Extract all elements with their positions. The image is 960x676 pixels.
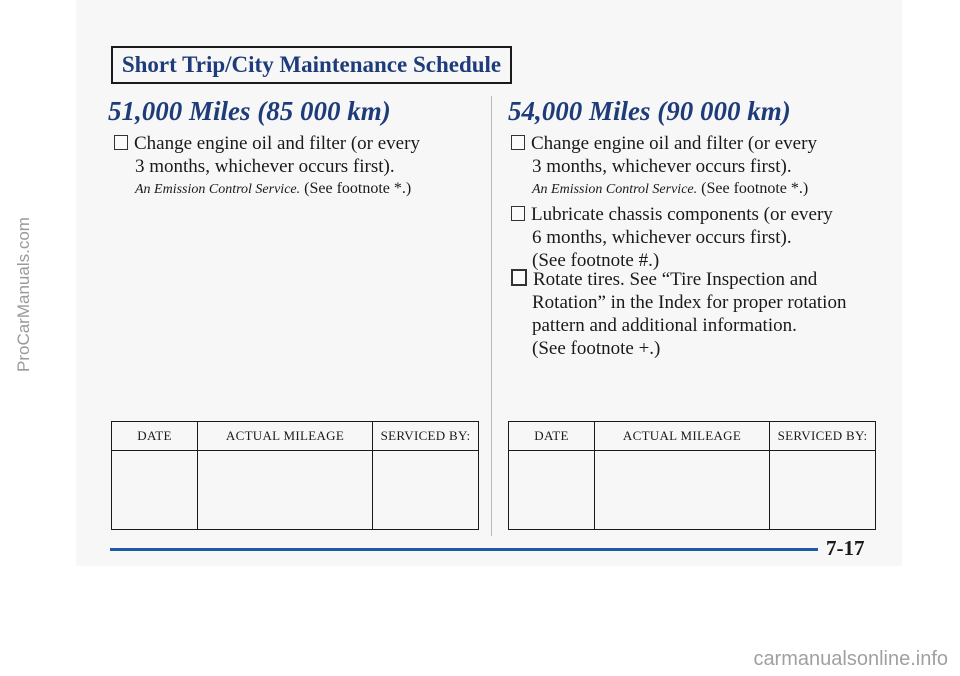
serviced-by-cell[interactable] — [770, 451, 876, 530]
column-header-date: DATE — [112, 422, 198, 451]
date-cell[interactable] — [112, 451, 198, 530]
left-emission-note: An Emission Control Service. (See footnote *.) — [135, 180, 412, 197]
checkbox[interactable] — [511, 269, 527, 286]
column-header-date: DATE — [509, 422, 595, 451]
bottom-watermark: carmanualsonline.info — [753, 648, 948, 670]
checkbox[interactable] — [511, 135, 525, 150]
left-item-oil-change: Change engine oil and filter (or every 3 months, whichever occurs first). — [114, 132, 474, 178]
left-interval-title: 51,000 Miles (85 000 km) — [108, 96, 391, 126]
right-item-oil-change: Change engine oil and filter (or every 3 months, whichever occurs first). — [511, 132, 871, 178]
right-interval-title: 54,000 Miles (90 000 km) — [508, 96, 791, 126]
page-number: 7-17 — [826, 536, 865, 560]
side-watermark: ProCarManuals.com — [14, 217, 33, 372]
right-emission-note: An Emission Control Service. (See footnote *.) — [532, 180, 809, 197]
column-header-serviced-by: SERVICED BY: — [373, 422, 479, 451]
checkbox[interactable] — [114, 135, 128, 150]
right-item-lubricate-chassis: Lubricate chassis components (or every 6 months, whichever occurs first). (See footnote #.) — [511, 203, 891, 272]
right-item-rotate-tires: Rotate tires. See “Tire Inspection and Rotation” in the Index for proper rotation pattern and additional information. (See footnote +.) — [511, 268, 891, 360]
column-header-serviced-by: SERVICED BY: — [770, 422, 876, 451]
footer-rule — [110, 548, 818, 551]
serviced-by-cell[interactable] — [373, 451, 479, 530]
right-service-log-table — [508, 421, 876, 530]
checkbox[interactable] — [511, 206, 525, 221]
mileage-cell[interactable] — [595, 451, 770, 530]
date-cell[interactable] — [509, 451, 595, 530]
mileage-cell[interactable] — [198, 451, 373, 530]
column-header-mileage: ACTUAL MILEAGE — [198, 422, 373, 451]
column-header-mileage: ACTUAL MILEAGE — [595, 422, 770, 451]
section-header: Short Trip/City Maintenance Schedule — [111, 46, 512, 84]
column-divider — [491, 96, 492, 536]
left-service-log-table — [111, 421, 479, 530]
